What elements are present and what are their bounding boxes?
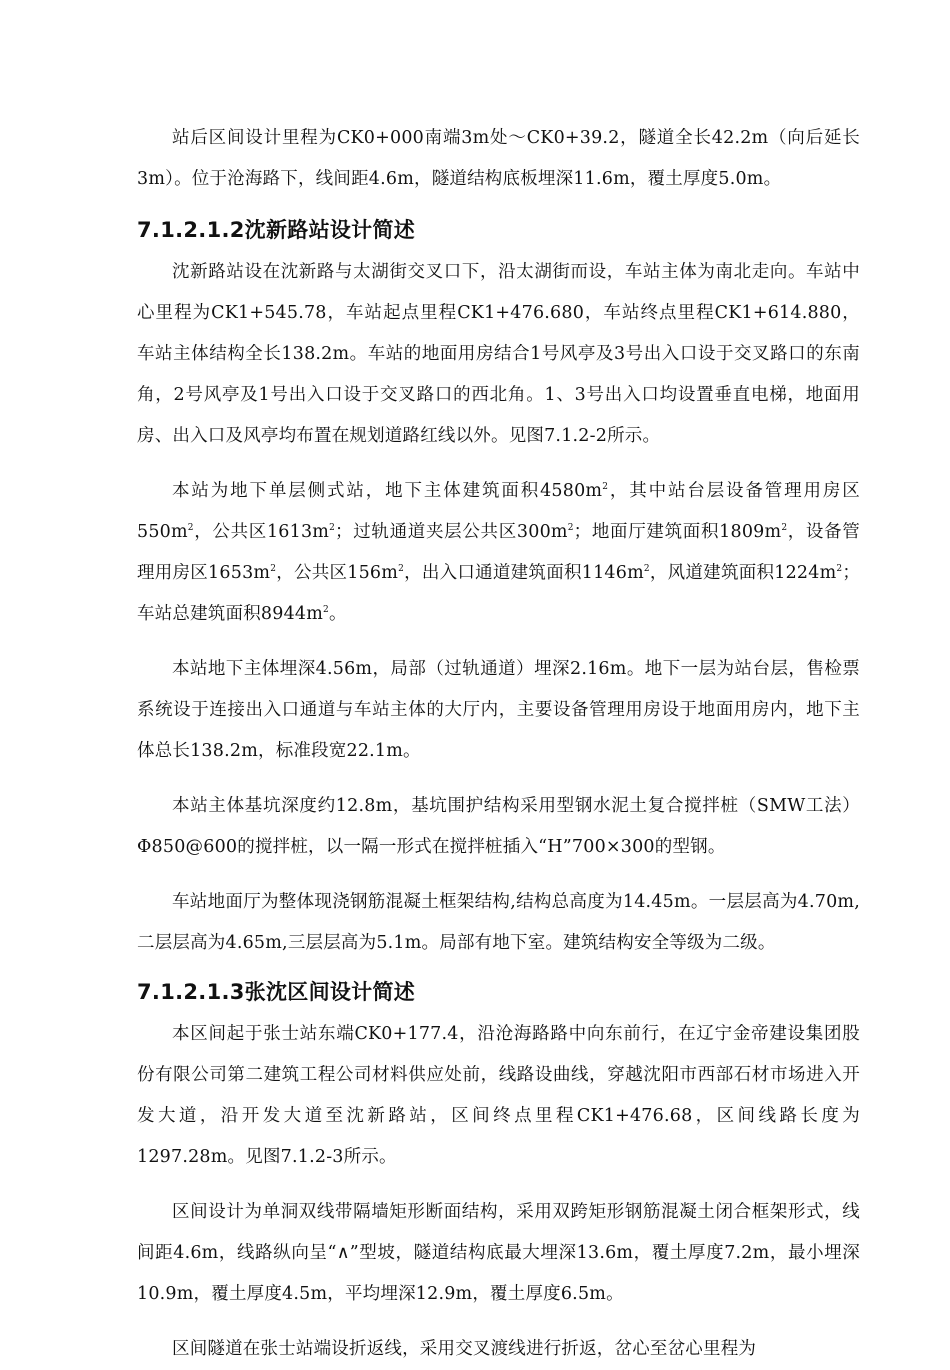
superscript-2: 2 bbox=[329, 523, 336, 534]
area-text: ，其中站台层设备管理用房区550m bbox=[137, 481, 860, 542]
section-heading-zhangshen-interval: 7.1.2.1.3张沈区间设计简述 bbox=[137, 980, 416, 1004]
area-text: ，风道建筑面积1224m bbox=[649, 563, 837, 583]
area-text: 。 bbox=[328, 604, 347, 624]
superscript-2: 2 bbox=[270, 564, 277, 575]
superscript-2: 2 bbox=[781, 523, 788, 534]
paragraph-interval-structure: 区间设计为单洞双线带隔墙矩形断面结构，采用双跨矩形钢筋混凝土闭合框架形式，线间距4.6m，线路纵向呈“∧”型坡，隧道结构底最大埋深13.6m，覆土厚度7.2m，最小埋深10.9m，覆土厚度4.5m，平均埋深12.9m，覆土厚度6.5m。 bbox=[137, 1202, 860, 1304]
superscript-2: 2 bbox=[398, 564, 405, 575]
section-heading-shenxin-station: 7.1.2.1.2沈新路站设计简述 bbox=[137, 218, 416, 242]
superscript-2: 2 bbox=[602, 482, 609, 493]
paragraph-station-areas bbox=[137, 471, 860, 635]
area-text: ，公共区1613m bbox=[193, 522, 330, 542]
paragraph-turnback-line: 区间隧道在张士站端设折返线，采用交叉渡线进行折返，岔心至岔心里程为 bbox=[172, 1339, 757, 1359]
paragraph-tunnel-after-station: 站后区间设计里程为CK0+000南端3m处～CK0+39.2，隧道全长42.2m（向后延长3m）。位于沧海路下，线间距4.6m，隧道结构底板埋深11.6m，覆土厚度5.0m。 bbox=[137, 128, 860, 189]
area-text: ，设备管理用房区1653m bbox=[137, 522, 861, 583]
area-text: ，出入口通道建筑面积1146m bbox=[404, 563, 644, 583]
superscript-2: 2 bbox=[187, 523, 194, 534]
paragraph-ground-hall-structure: 车站地面厅为整体现浇钢筋混凝土框架结构,结构总高度为14.45m。一层层高为4.70m,二层层高为4.65m,三层层高为5.1m。局部有地下室。建筑结构安全等级为二级。 bbox=[137, 892, 860, 953]
area-text: ；地面厅建筑面积1809m bbox=[573, 522, 782, 542]
superscript-2: 2 bbox=[323, 605, 329, 616]
paragraph-station-depth: 本站地下主体埋深4.56m，局部（过轨通道）埋深2.16m。地下一层为站台层，售检票系统设于连接出入口通道与车站主体的大厅内，主要设备管理用房设于地面用房内，地下主体总长138.2m，标准段宽22.1m。 bbox=[137, 659, 860, 761]
superscript-2: 2 bbox=[836, 564, 843, 575]
paragraph-interval-route: 本区间起于张士站东端CK0+177.4，沿沧海路路中向东前行，在辽宁金帝建设集团股份有限公司第二建筑工程公司材料供应处前，线路设曲线，穿越沈阳市西部石材市场进入开发大道，沿开发大道至沈新路站，区间终点里程CK1+476.68，区间线路长度为1297.28m。见图7.1.2-3所示。 bbox=[137, 1024, 860, 1167]
paragraph-station-location: 沈新路站设在沈新路与太湖街交叉口下，沿太湖街而设，车站主体为南北走向。车站中心里程为CK1+545.78，车站起点里程CK1+476.680，车站终点里程CK1+614.880，车站主体结构全长138.2m。车站的地面用房结合1号风亭及3号出入口设于交叉路口的东南角，2号风亭及1号出入口设于交叉路口的西北角。1、3号出入口均设置垂直电梯，地面用房、出入口及风亭均布置在规划道路红线以外。见图7.1.2-2所示。 bbox=[137, 262, 860, 446]
area-text: ；车站总建筑面积8944m bbox=[137, 563, 861, 624]
superscript-2: 2 bbox=[643, 564, 650, 575]
paragraph-foundation-pit: 本站主体基坑深度约12.8m，基坑围护结构采用型钢水泥土复合搅拌桩（SMW工法）Φ850@600的搅拌桩，以一隔一形式在搅拌桩插入“H”700×300的型钢。 bbox=[137, 796, 860, 857]
area-text: 本站为地下单层侧式站，地下主体建筑面积4580m bbox=[172, 481, 603, 501]
area-text: ；过轨通道夹层公共区300m bbox=[335, 522, 568, 542]
superscript-2: 2 bbox=[567, 523, 574, 534]
area-text: ，公共区156m bbox=[276, 563, 399, 583]
